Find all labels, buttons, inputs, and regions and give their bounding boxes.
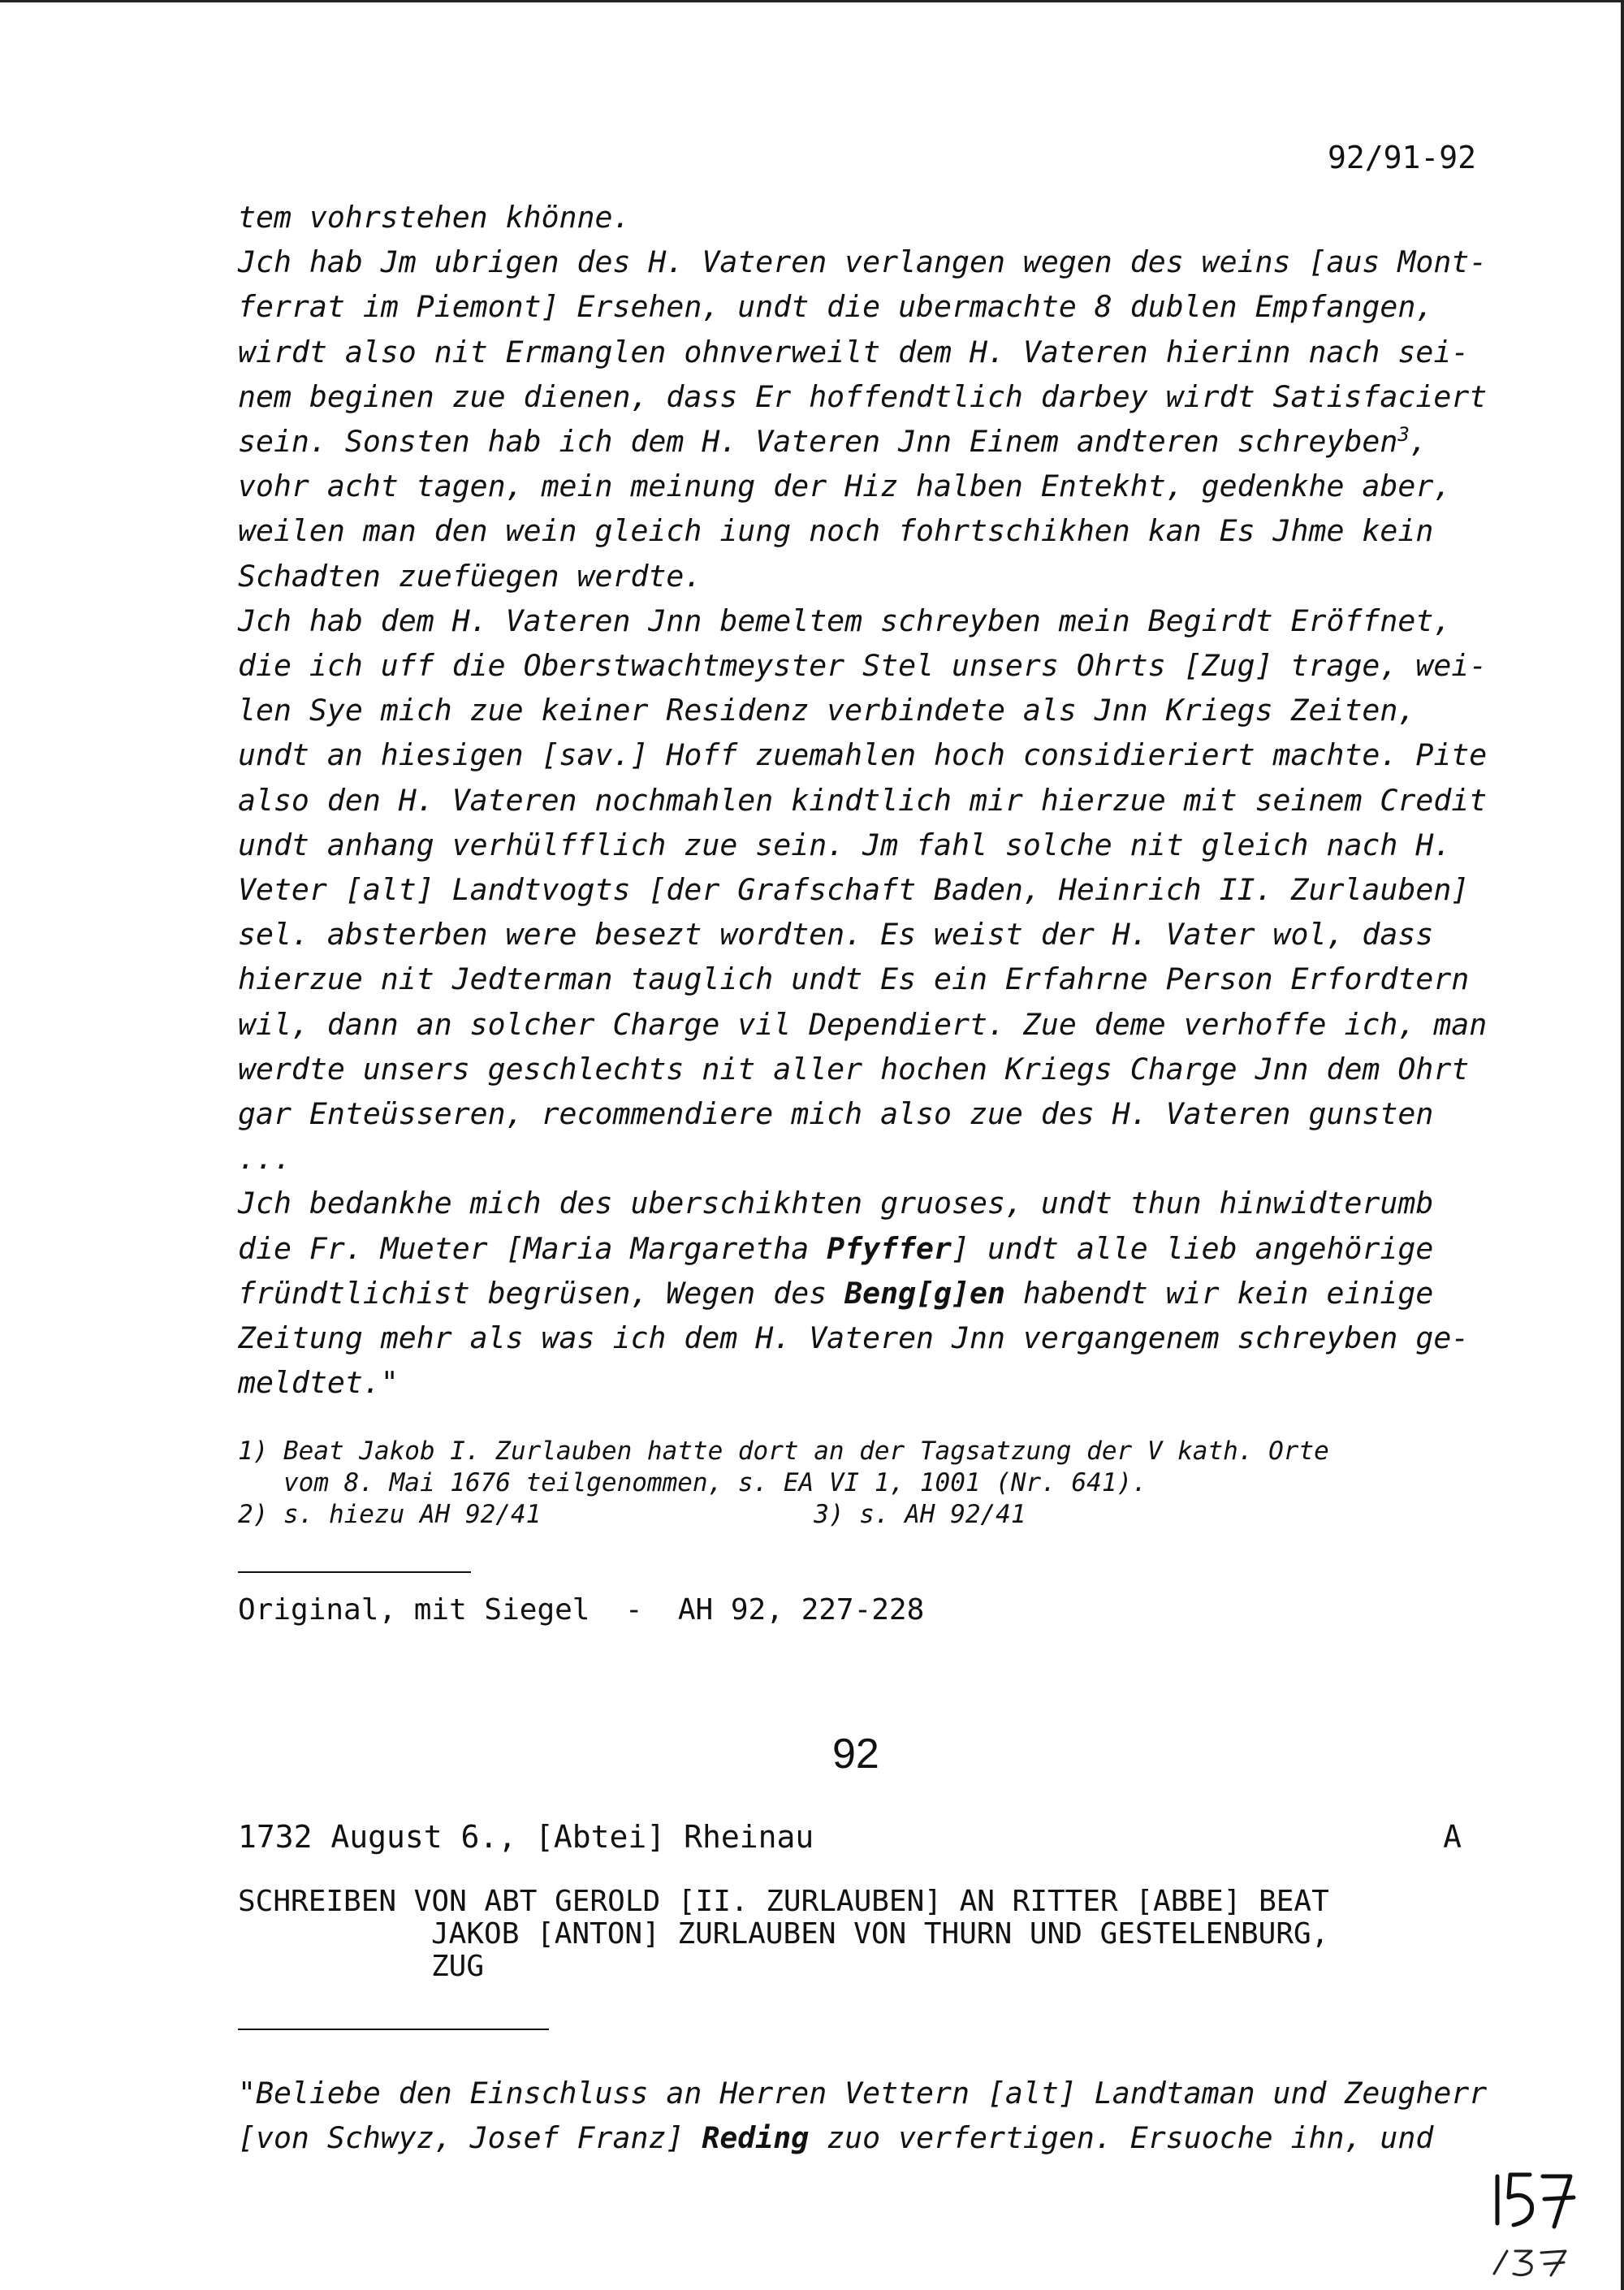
footnote-line: 2) s. hiezu AH 92/41 3) s. AH 92/41 (238, 1500, 1026, 1529)
heading-line: ZUG (431, 1950, 485, 1983)
footnotes (238, 1436, 1537, 1531)
letter-line: wil, dann an solcher Charge vil Dependiert. Zue deme verhoffe ich, man (238, 1006, 1488, 1042)
name-pfyffer: Pfyffer (827, 1230, 952, 1266)
letter-line: nem beginen zue dienen, dass Er hoffendtlich darbey wirdt Satisfaciert (238, 378, 1488, 414)
letter-line: vohr acht tagen, mein meinung der Hiz halben Entekht, gedenkhe aber, (238, 469, 1452, 504)
scan-edge-top (0, 0, 1624, 2)
letter-body (238, 195, 1488, 1405)
footnote-line: vom 8. Mai 1676 teilgenommen, s. EA VI 1, 1001 (Nr. 641). (238, 1468, 1147, 1497)
document-heading (238, 1886, 1329, 1983)
document-number: 92 (832, 1730, 879, 1778)
letter-line: Veter [alt] Landtvogts [der Grafschaft Baden, Heinrich II. Zurlauben] (238, 872, 1470, 908)
letter-line (238, 1271, 1488, 1316)
letter-line-text: die Fr. Mueter [Maria Margaretha (238, 1230, 827, 1266)
letter-line: weilen man den wein gleich iung noch fohrtschikhen kan Es Jhme kein (238, 513, 1434, 549)
archive-number-primary (1497, 2175, 1574, 2227)
letter-line: undt an hiesigen [sav.] Hoff zuemahlen hoch considieriert machte. Pite (238, 737, 1488, 773)
quote-line (238, 2115, 1505, 2160)
letter-line: tem vohrstehen khönne. (238, 200, 631, 235)
letter-line: undt anhang verhülfflich zue sein. Jm fahl solche nit gleich nach H. (238, 827, 1452, 862)
archive-number-secondary (1494, 2251, 1566, 2275)
letter-line (238, 1226, 1488, 1271)
line-tail: , (1409, 424, 1427, 460)
letter-line-text: ] undt alle lieb angehörige (952, 1230, 1434, 1266)
letter-line: gar Enteüsseren, recommendiere mich also zue des H. Vateren gunsten (238, 1096, 1434, 1132)
letter-line: also den H. Vateren nochmahlen kindtlich mir hierzue mit seinem Credit (238, 782, 1488, 818)
heading-line: JAKOB [ANTON] ZURLAUBEN VON THURN UND GESTELENBURG, (431, 1917, 1329, 1951)
letter-line: Jch hab Jm ubrigen des H. Vateren verlangen wegen des weins [aus Mont- (238, 244, 1488, 280)
quote-text: zuo verfertigen. Ersuoche ihn, und (809, 2120, 1434, 2155)
scan-edge-right (1621, 0, 1624, 2290)
letter-quote (238, 2071, 1505, 2160)
letter-line: hierzue nit Jedterman tauglich undt Es ein Erfahrne Person Erfordtern (238, 961, 1470, 997)
letter-line: werdte unsers geschlechts nit aller hochen Kriegs Charge Jnn dem Ohrt (238, 1051, 1470, 1087)
letter-line: sel. absterben were besezt wordten. Es weist der H. Vater wol, dass (238, 917, 1434, 953)
separator-rule (238, 2029, 549, 2030)
page-reference: 92/91-92 (1327, 140, 1476, 175)
letter-line: Schadten zuefüegen werdte. (238, 558, 702, 594)
letter-line-text: sein. Sonsten hab ich dem H. Vateren Jnn Einem andteren schreyben (238, 424, 1398, 460)
separator-rule (238, 1571, 471, 1573)
heading-line: SCHREIBEN VON ABT GEROLD [II. ZURLAUBEN] AN RITTER [ABBE] BEAT (238, 1885, 1329, 1918)
letter-line-text: fründtlichist begrüsen, Wegen des (238, 1275, 845, 1311)
quote-text: [von Schwyz, Josef Franz] (238, 2120, 702, 2155)
quote-line: "Beliebe den Einschluss an Herren Vettern [alt] Landtaman und Zeugherr (238, 2076, 1488, 2111)
source-line: Original, mit Siegel - AH 92, 227-228 (238, 1593, 925, 1627)
name-benggen: Beng[g]en (844, 1275, 1005, 1311)
footnote-line: 1) Beat Jakob I. Zurlauben hatte dort an der Tagsatzung der V kath. Orte (238, 1437, 1329, 1466)
letter-line: Jch bedankhe mich des uberschikhten gruoses, undt thun hinwidterumb (238, 1186, 1434, 1221)
handwritten-archive-number (1466, 2160, 1596, 2282)
letter-line: ferrat im Piemont] Ersehen, undt die ubermachte 8 dublen Empfangen, (238, 289, 1434, 325)
footnote-marker: 3 (1397, 422, 1410, 446)
category-letter: A (1443, 1819, 1462, 1855)
name-reding: Reding (702, 2120, 810, 2155)
date-place-line: 1732 August 6., [Abtei] Rheinau (238, 1819, 814, 1855)
letter-line: meldtet." (238, 1365, 399, 1401)
letter-line (238, 419, 1488, 464)
letter-line: len Sye mich zue keiner Residenz verbindete als Jnn Kriegs Zeiten, (238, 693, 1416, 728)
letter-line: Jch hab dem H. Vateren Jnn bemeltem schreyben mein Begirdt Eröffnet, (238, 603, 1452, 638)
letter-line: Zeitung mehr als was ich dem H. Vateren Jnn vergangenem schreyben ge- (238, 1320, 1470, 1356)
letter-line: wirdt also nit Ermanglen ohnverweilt dem H. Vateren hierinn nach sei- (238, 334, 1470, 369)
letter-line: die ich uff die Oberstwachtmeyster Stel unsers Ohrts [Zug] trage, wei- (238, 648, 1488, 684)
letter-line: ... (238, 1141, 292, 1177)
letter-line-text: habendt wir kein einige (1004, 1275, 1434, 1311)
